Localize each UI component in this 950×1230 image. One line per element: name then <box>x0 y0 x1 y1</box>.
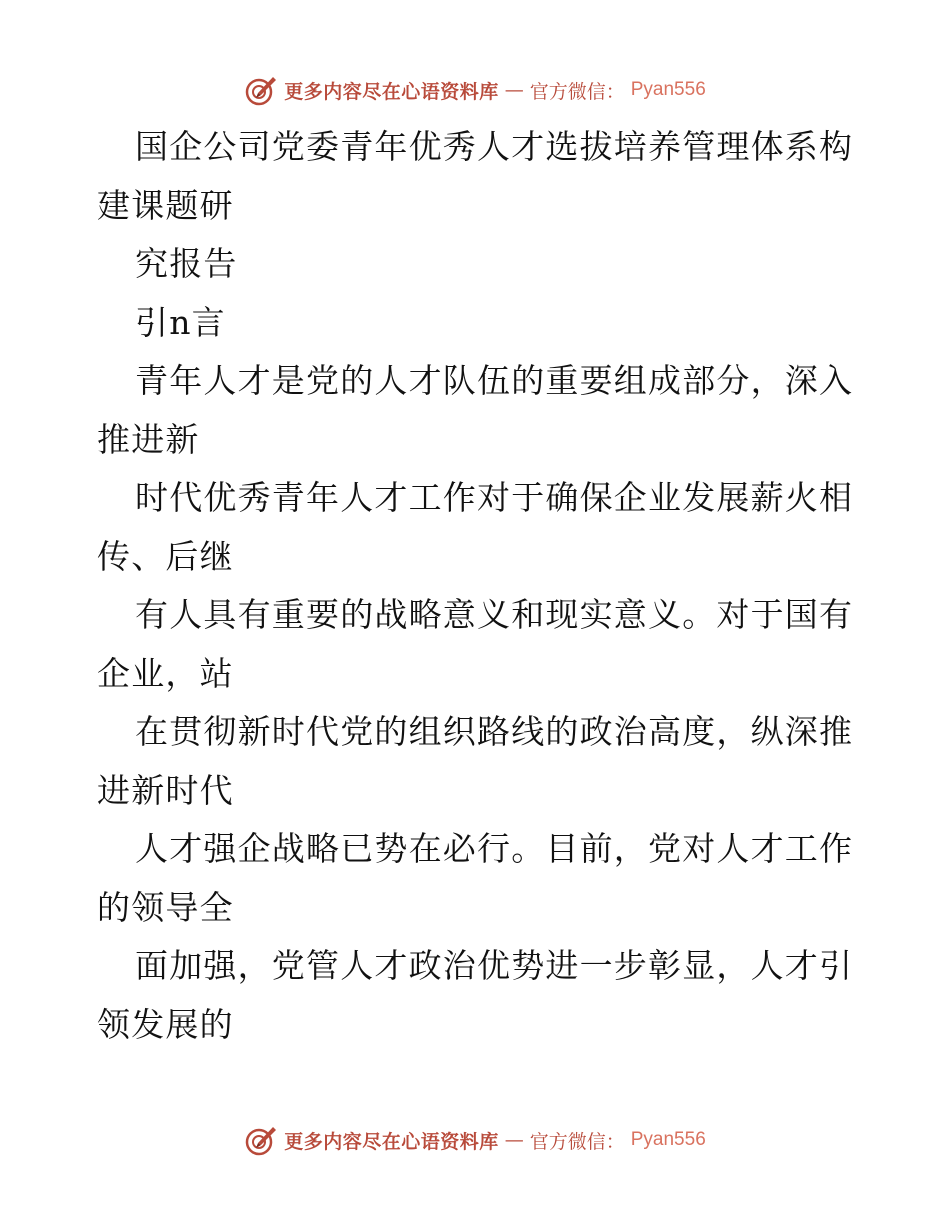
watermark-wechat-id: Pyan556 <box>630 79 706 100</box>
text-line: 时代优秀青年人才工作对于确保企业发展薪火相 <box>135 478 854 517</box>
watermark-wechat-label: 官方微信： <box>529 1130 625 1153</box>
watermark-wechat-id: Pyan556 <box>630 1129 706 1150</box>
text-line: 青年人才是党的人才队伍的重要组成部分，深入 <box>135 361 854 400</box>
text-line: 人才强企战略已势在必行。目前，党对人才工作 <box>135 829 854 868</box>
watermark-text: 更多内容尽在心语资料库 <box>284 80 499 103</box>
text-line: 有人具有重要的战略意义和现实意义。对于国有 <box>135 595 854 634</box>
watermark-separator: — <box>504 1129 524 1151</box>
footer-watermark <box>0 1120 950 1160</box>
watermark-separator: — <box>504 79 524 101</box>
text-line: 推进新 <box>97 419 200 459</box>
text-line: 传、后继 <box>97 536 234 576</box>
text-line: 的领导全 <box>97 887 234 927</box>
watermark-wechat-label: 官方微信： <box>529 80 625 103</box>
document-body <box>97 118 853 1054</box>
text-line: 建课题研 <box>97 185 234 225</box>
text-line: 国企公司党委青年优秀人才选拔培养管理体系构 <box>135 127 854 166</box>
text-line: 进新时代 <box>97 770 234 810</box>
text-line: 企业，站 <box>97 653 234 693</box>
pen-logo-icon <box>244 73 278 107</box>
watermark-text: 更多内容尽在心语资料库 <box>284 1130 499 1153</box>
text-line: 在贯彻新时代党的组织路线的政治高度，纵深推 <box>135 712 854 751</box>
text-line: 领发展的 <box>97 1004 234 1044</box>
text-line: 面加强，党管人才政治优势进一步彰显，人才引 <box>135 946 854 985</box>
pen-logo-icon <box>244 1123 278 1157</box>
header-watermark <box>0 70 950 110</box>
text-line: 引n言 <box>135 302 226 342</box>
text-line: 究报告 <box>135 244 238 283</box>
